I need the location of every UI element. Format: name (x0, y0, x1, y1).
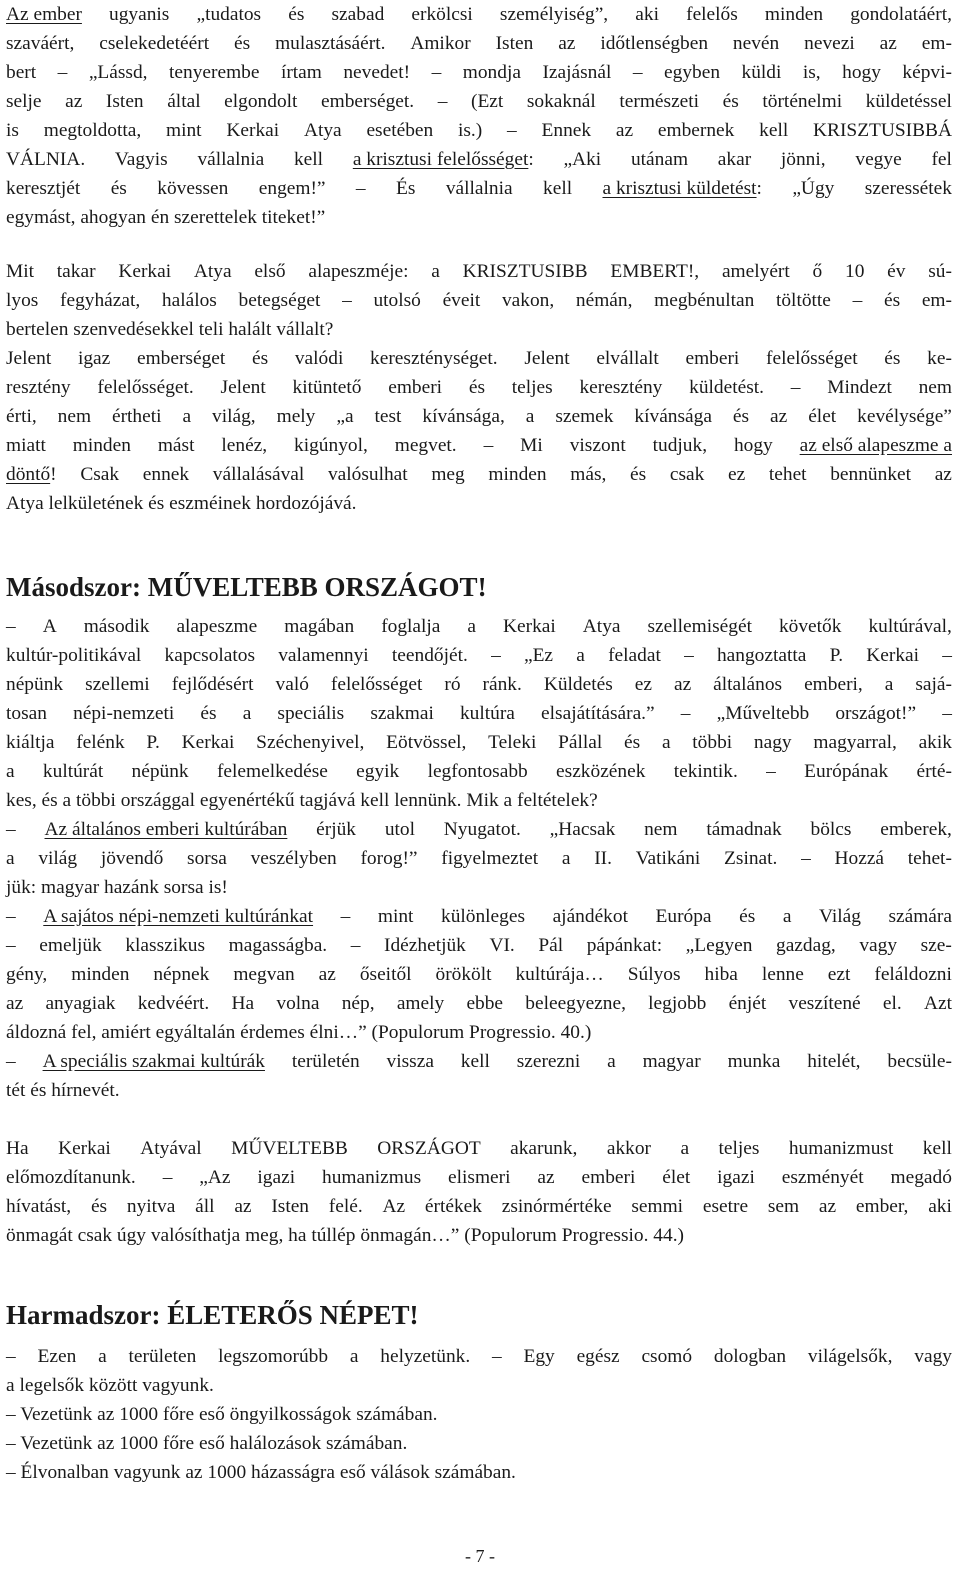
text-line: az anyagiak kedvéért. Ha volna nép, amely ebbe beleegyezne, legjobb énjét veszítené el. Azt (6, 993, 952, 1014)
text-line: keresztjét és kövessen engem!” – És vállalnia kell a krisztusi küldetést: „Úgy szeressétek (6, 178, 952, 199)
text-line: Atya lelkületének és eszméinek hordozójává. (6, 493, 357, 514)
text-line: resztény felelősséget. Jelent kitüntető emberi és teljes keresztény küldetést. – Mindezt nem (6, 377, 952, 398)
text-line: is megtoldotta, mint Kerkai Atya esetében is.) – Ennek az embernek kell KRISZTUSIBBÁ (6, 120, 952, 141)
text-line: tosan népi-nemzeti és a speciális szakmai kultúra elsajátítására.” – „Műveltebb országot!” – (6, 703, 952, 724)
text-line: döntő! Csak ennek vállalásával valósulhat meg minden más, és csak ez tehet bennünket az (6, 464, 952, 485)
text-line: – Vezetünk az 1000 főre eső öngyilkosságok számában. (6, 1404, 438, 1425)
section-heading-harmadszor: Harmadszor: ÉLETERŐS NÉPET! (6, 1300, 419, 1330)
text-line: miatt minden mást lenéz, kigúnyol, megvet. – Mi viszont tudjuk, hogy az első alapeszme a (6, 435, 952, 456)
text-line: – A második alapeszme magában foglalja a Kerkai Atya szellemiségét követők kultúrával, (6, 616, 952, 637)
text-line: a legelsők között vagyunk. (6, 1375, 214, 1396)
text-line: bertelen szenvedésekkel teli halált vállalt? (6, 319, 334, 340)
text-line: kultúr-politikával kapcsolatos valamennyi teendőjét. – „Ez a feladat – hangoztatta P. Kerkai – (6, 645, 952, 666)
text-line: népünk szellemi fejlődésért való felelősséget ró ránk. Küldetés ez az általános emberi, a sajá- (6, 674, 952, 695)
text-line: előmozdítanunk. – „Az igazi humanizmus elismeri az emberi élet igazi eszményét megadó (6, 1167, 952, 1188)
text-line: kiáltja felénk P. Kerkai Széchenyivel, Eötvössel, Teleki Pállal és a többi nagy magyarral, akik (6, 732, 952, 753)
text-line: a világ jövendő sorsa veszélyben forog!” figyelmeztet a II. Vatikáni Zsinat. – Hozzá tehet- (6, 848, 952, 869)
text-line: kes, és a többi országgal egyenértékű tagjává kell lennünk. Mik a feltételek? (6, 790, 598, 811)
text-line: – emeljük klasszikus magasságba. – Idézhetjük VI. Pál pápánkat: „Legyen gazdag, vagy sze- (6, 935, 952, 956)
text-line: áldozná fel, amiért egyáltalán érdemes élni…” (Populorum Progressio. 40.) (6, 1022, 592, 1043)
page-number: - 7 - (465, 1546, 495, 1566)
text-line: Jelent igaz emberséget és valódi kereszténységet. Jelent elvállalt emberi felelősséget és ke- (6, 348, 952, 369)
text-line: Az ember ugyanis „tudatos és szabad erkölcsi személyiség”, aki felelős minden gondolatáért, (6, 4, 952, 25)
text-line: – Élvonalban vagyunk az 1000 házasságra eső válások számában. (6, 1462, 516, 1483)
text-line: önmagát csak úgy valósíthatja meg, ha túllép önmagán…” (Populorum Progressio. 44.) (6, 1225, 684, 1246)
text-line: – Ezen a területen legszomorúbb a helyzetünk. – Egy egész csomó dologban világelsők, vagy (6, 1346, 952, 1367)
text-line: gény, minden népnek megvan az őseitől örökölt kultúrája… Súlyos hiba lenne ezt feláldozni (6, 964, 952, 985)
text-line: tét és hírnevét. (6, 1080, 120, 1101)
text-line: VÁLNIA. Vagyis vállalnia kell a krisztusi felelősséget: „Aki utánam akar jönni, vegye fel (6, 149, 952, 170)
text-line: bert – „Lássd, tenyerembe írtam nevedet! – mondja Izajásnál – egyben küldi is, hogy képvi- (6, 62, 952, 83)
section-heading-masodszor: Másodszor: MŰVELTEBB ORSZÁGOT! (6, 572, 487, 602)
text-line: Mit takar Kerkai Atya első alapeszméje: a KRISZTUSIBB EMBERT!, amelyért ő 10 év sú- (6, 261, 952, 282)
text-line: – A speciális szakmai kultúrák területén vissza kell szerezni a magyar munka hitelét, becsüle- (6, 1051, 952, 1072)
text-line: selje az Isten által elgondolt emberséget. – (Ezt sokaknál természeti és történelmi küldetéssel (6, 91, 952, 112)
text-line: egymást, ahogyan én szerettelek titeket!” (6, 207, 326, 228)
text-line: lyos fegyházat, halálos betegséget – utolsó éveit vakon, némán, megbénultan töltötte – és em- (6, 290, 952, 311)
text-line: – A sajátos népi-nemzeti kultúránkat – mint különleges ajándékot Európa és a Világ számára (6, 906, 952, 927)
text-line: – Az általános emberi kultúrában érjük utol Nyugatot. „Hacsak nem támadnak bölcs emberek, (6, 819, 952, 840)
text-line: – Vezetünk az 1000 főre eső halálozások számában. (6, 1433, 408, 1454)
text-line: Ha Kerkai Atyával MŰVELTEBB ORSZÁGOT akarunk, akkor a teljes humanizmust kell (6, 1138, 952, 1159)
text-line: jük: magyar hazánk sorsa is! (6, 877, 228, 898)
text-line: a kultúrát népünk felemelkedése egyik legfontosabb eszközének tekintik. – Európának érté- (6, 761, 952, 782)
text-line: érti, nem értheti a világ, mely „a test kívánsága, a szemek kívánsága és az élet kevélysége” (6, 406, 952, 427)
text-line: hívatást, és nyitva áll az Isten felé. Az értékek zsinórmértéke semmi esetre sem az ember, aki (6, 1196, 952, 1217)
text-line: szaváért, cselekedetéért és mulasztásáért. Amikor Isten az időtlenségben nevén nevezi az em- (6, 33, 952, 54)
